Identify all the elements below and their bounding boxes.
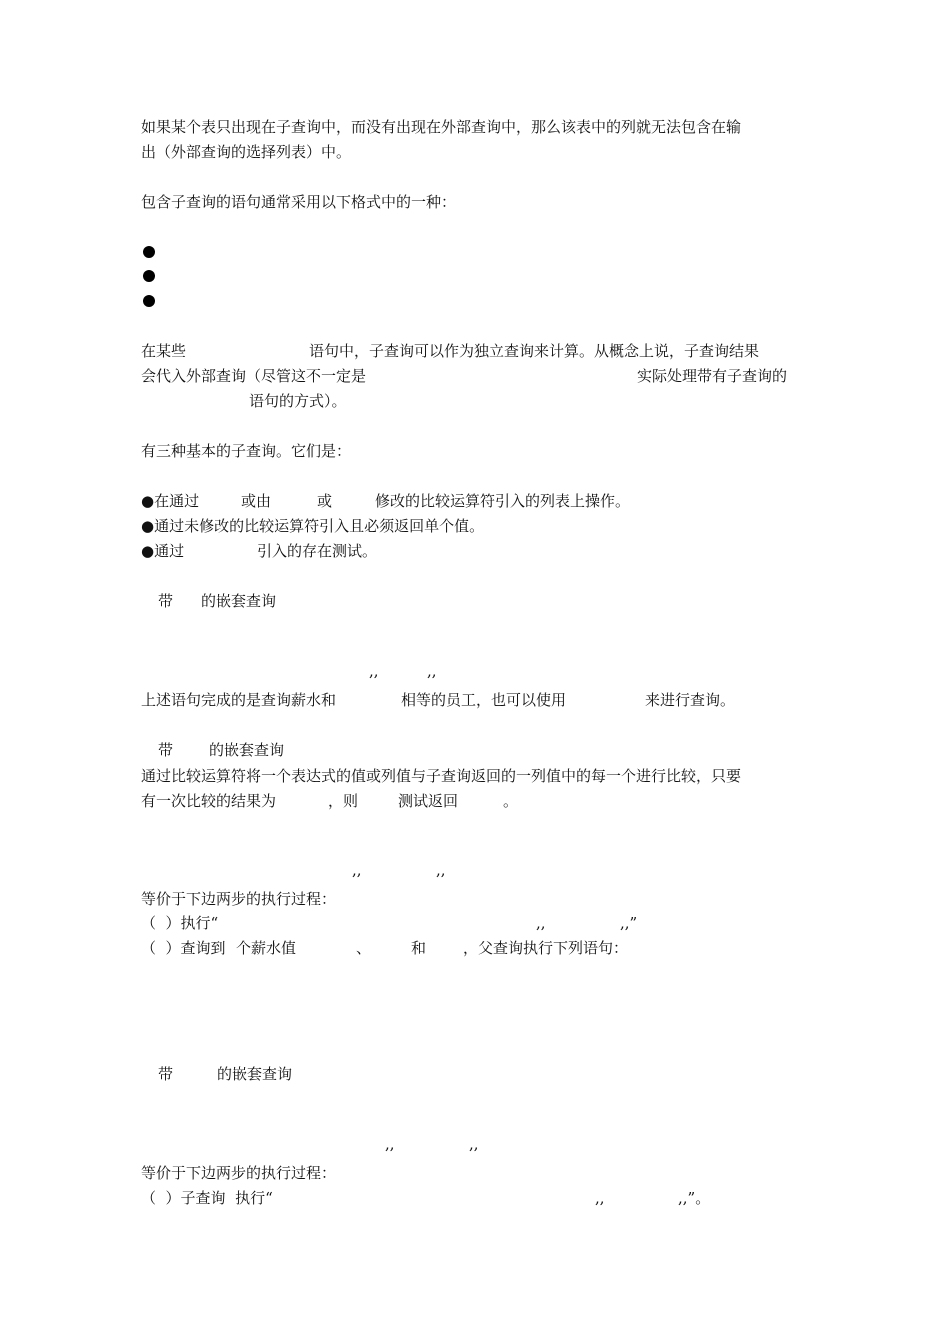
code-fragment: ,,: [436, 861, 446, 879]
paragraph-text: 相等的员工，也可以使用: [401, 691, 567, 709]
paragraph-text: 等价于下边两步的执行过程：: [141, 890, 337, 908]
paragraph-text: 通过比较运算符将一个表达式的值或列值与子查询返回的一列值中的每一个进行比较，只要: [141, 767, 742, 785]
code-fragment: ,,: [427, 662, 437, 680]
list-item: ●通过未修改的比较运算符引入且必须返回单个值。: [141, 517, 485, 535]
paragraph-text: 语句中，子查询可以作为独立查询来计算。从概念上说，子查询结果: [309, 342, 760, 360]
bullet-icon: [143, 246, 155, 258]
paragraph-text: 在某些: [141, 342, 187, 360]
step-text: 个薪水值: [236, 939, 297, 957]
section-heading: 的嵌套查询: [217, 1065, 293, 1083]
code-fragment: ,,”: [620, 914, 638, 932]
paragraph-text: 来进行查询。: [645, 691, 736, 709]
paragraph-text: 测试返回: [398, 792, 459, 810]
step-text: 、: [356, 939, 372, 957]
paragraph-text: ，则: [328, 792, 359, 810]
list-item: ●通过: [141, 542, 185, 560]
step-text: ，父查询执行下列语句：: [463, 939, 629, 957]
list-item: 修改的比较运算符引入的列表上操作。: [375, 492, 631, 510]
paragraph-text: 出（外部查询的选择列表）中。: [141, 143, 352, 161]
paragraph-text: 等价于下边两步的执行过程：: [141, 1164, 337, 1182]
code-fragment: ,,: [469, 1135, 479, 1153]
step-text: （ ）查询到: [141, 939, 226, 957]
paragraph-text: 实际处理带有子查询的: [637, 367, 788, 385]
step-text: 和: [411, 939, 427, 957]
code-fragment: ,,: [595, 1189, 605, 1207]
section-heading: 带: [158, 1065, 174, 1083]
list-item: 引入的存在测试。: [257, 542, 378, 560]
code-fragment: ,,: [536, 914, 546, 932]
paragraph-text: 会代入外部查询（尽管这不一定是: [141, 367, 367, 385]
list-item: 或: [317, 492, 333, 510]
paragraph-text: 有三种基本的子查询。它们是：: [141, 442, 352, 460]
paragraph-text: 语句的方式）。: [249, 392, 347, 410]
code-fragment: ,,”。: [678, 1189, 711, 1207]
section-heading: 的嵌套查询: [209, 741, 285, 759]
paragraph-text: 上述语句完成的是查询薪水和: [141, 691, 337, 709]
paragraph-text: 包含子查询的语句通常采用以下格式中的一种：: [141, 193, 457, 211]
step-text: （ ）执行“: [141, 914, 219, 932]
section-heading: 的嵌套查询: [201, 592, 277, 610]
paragraph-text: 如果某个表只出现在子查询中，而没有出现在外部查询中，那么该表中的列就无法包含在输: [141, 118, 742, 136]
paragraph-text: 。: [503, 792, 519, 810]
code-fragment: ,,: [369, 662, 379, 680]
code-fragment: ,,: [385, 1135, 395, 1153]
list-item: 或由: [241, 492, 272, 510]
section-heading: 带: [158, 592, 174, 610]
paragraph-text: 有一次比较的结果为: [141, 792, 277, 810]
list-item: ●在通过: [141, 492, 200, 510]
section-heading: 带: [158, 741, 174, 759]
code-fragment: ,,: [352, 861, 362, 879]
bullet-icon: [143, 295, 155, 307]
bullet-icon: [143, 270, 155, 282]
step-text: （ ）子查询 执行“: [141, 1189, 273, 1207]
